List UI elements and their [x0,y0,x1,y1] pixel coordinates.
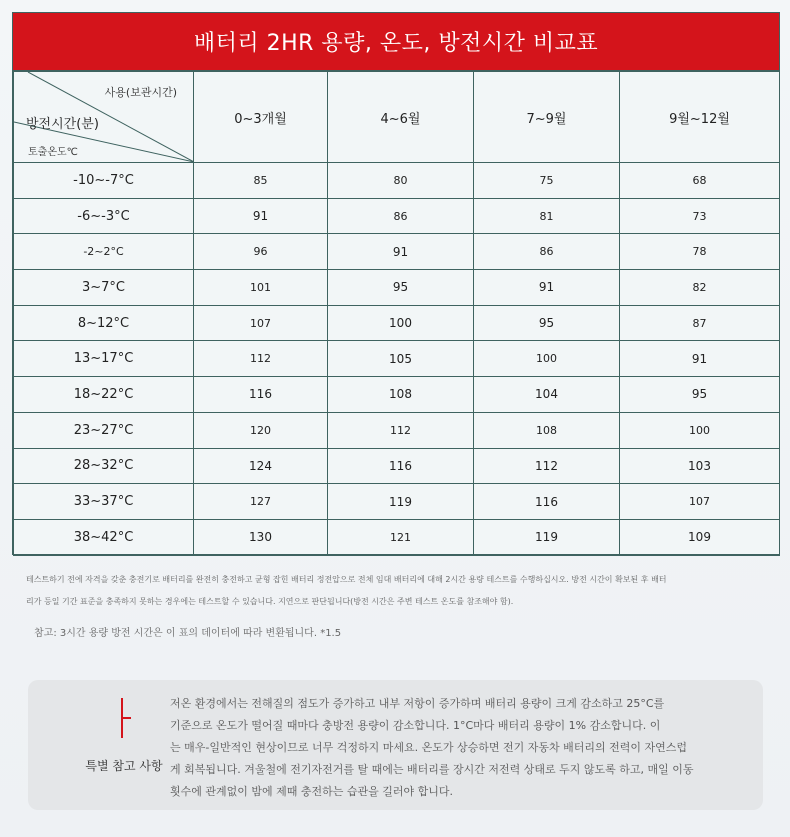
temperature-cell: 23~27°C [14,412,194,448]
value-cell: 109 [620,519,780,555]
column-header: 9월~12월 [620,72,780,163]
temperature-cell: -10~-7°C [14,163,194,199]
value-cell: 68 [620,163,780,199]
conversion-note: 참고: 3시간 용량 방전 시간은 이 표의 데이터에 따라 변환됩니다. *1.5 [34,628,342,639]
value-cell: 119 [474,519,620,555]
temperature-cell: 8~12°C [14,305,194,341]
title-bar [13,13,779,71]
value-cell: 107 [194,305,328,341]
special-notes-body [170,693,720,803]
temperature-cell: 38~42°C [14,519,194,555]
value-cell: 101 [194,270,328,306]
comparison-table [13,71,780,556]
value-cell: 112 [474,448,620,484]
value-cell: 85 [194,163,328,199]
table-row [14,377,780,413]
value-cell: 100 [620,412,780,448]
value-cell: 120 [194,412,328,448]
value-cell: 91 [474,270,620,306]
value-cell: 100 [328,305,474,341]
special-notes-line: 게 회복됩니다. 겨울철에 전기자전거를 탈 때에는 배터리를 장시간 저전력 상태로 두지 않도록 하고, 매일 이동 [170,763,694,776]
value-cell: 112 [194,341,328,377]
value-cell: 96 [194,234,328,270]
value-cell: 80 [328,163,474,199]
value-cell: 91 [194,198,328,234]
column-header: 0~3개월 [194,72,328,163]
table-row [14,270,780,306]
value-cell: 81 [474,198,620,234]
special-notes-line: 저온 환경에서는 전해질의 점도가 증가하고 내부 저항이 증가하며 배터리 용량이 크게 감소하고 25°C를 [170,697,665,710]
value-cell: 86 [474,234,620,270]
corner-label-temperature: 토출온도℃ [28,147,78,158]
table-row [14,234,780,270]
corner-label-usage: 사용(보관시간) [104,86,177,99]
table-row [14,412,780,448]
value-cell: 95 [474,305,620,341]
page-title: 배터리 2HR 용량, 온도, 방전시간 비교표 [193,31,599,56]
exclamation-mark-icon [113,698,133,738]
comparison-table-container [12,12,780,555]
table-row [14,163,780,199]
special-notes-title: 특별 참고 사항 [85,759,163,773]
value-cell: 91 [620,341,780,377]
value-cell: 87 [620,305,780,341]
temperature-cell: 33~37°C [14,484,194,520]
table-row [14,484,780,520]
note-line: 리가 등일 기간 표준을 충족하지 못하는 경우에는 테스트할 수 있습니다. 지연으로 판단됩니다(방전 시간은 주변 테스트 온도를 참조해야 함). [26,597,514,606]
value-cell: 124 [194,448,328,484]
value-cell: 73 [620,198,780,234]
value-cell: 108 [474,412,620,448]
value-cell: 107 [620,484,780,520]
table-row [14,448,780,484]
table-row [14,519,780,555]
temperature-cell: 3~7°C [14,270,194,306]
column-header: 4~6월 [328,72,474,163]
value-cell: 100 [474,341,620,377]
temperature-cell: 13~17°C [14,341,194,377]
value-cell: 130 [194,519,328,555]
special-notes-line: 기준으로 온도가 떨어질 때마다 충방전 용량이 감소합니다. 1°C마다 배터리 용량이 1% 감소합니다. 이 [170,719,661,732]
corner-header-cell [14,72,194,163]
value-cell: 116 [474,484,620,520]
special-notes-line: 횟수에 관계없이 밤에 제때 충전하는 습관을 길러야 합니다. [170,785,453,798]
value-cell: 91 [328,234,474,270]
value-cell: 112 [328,412,474,448]
value-cell: 82 [620,270,780,306]
corner-label-discharge: 방전시간(분) [26,117,99,132]
value-cell: 116 [194,377,328,413]
value-cell: 105 [328,341,474,377]
value-cell: 119 [328,484,474,520]
value-cell: 127 [194,484,328,520]
value-cell: 95 [620,377,780,413]
value-cell: 75 [474,163,620,199]
value-cell: 103 [620,448,780,484]
value-cell: 108 [328,377,474,413]
table-row [14,198,780,234]
column-header: 7~9월 [474,72,620,163]
table-row [14,341,780,377]
value-cell: 86 [328,198,474,234]
value-cell: 121 [328,519,474,555]
test-notes [26,574,766,608]
table-row [14,305,780,341]
table-header-row [14,72,780,163]
value-cell: 104 [474,377,620,413]
temperature-cell: 28~32°C [14,448,194,484]
temperature-cell: 18~22°C [14,377,194,413]
special-notes-line: 는 매우-일반적인 현상이므로 너무 걱정하지 마세요. 온도가 상승하면 전기 자동차 배터리의 전력이 자연스럽 [170,741,687,754]
special-notes-card [28,680,763,810]
value-cell: 95 [328,270,474,306]
value-cell: 78 [620,234,780,270]
temperature-cell: -6~-3°C [14,198,194,234]
note-line: 테스트하기 전에 자격을 갖춘 충전기로 배터리를 완전히 충전하고 균형 잡힌 배터리 정전압으로 전체 임대 배터리에 대해 2시간 용량 테스트를 수행하십시오. 방전 시간이 확보된 후 배터 [26,575,667,584]
temperature-cell: -2~2°C [14,234,194,270]
value-cell: 116 [328,448,474,484]
